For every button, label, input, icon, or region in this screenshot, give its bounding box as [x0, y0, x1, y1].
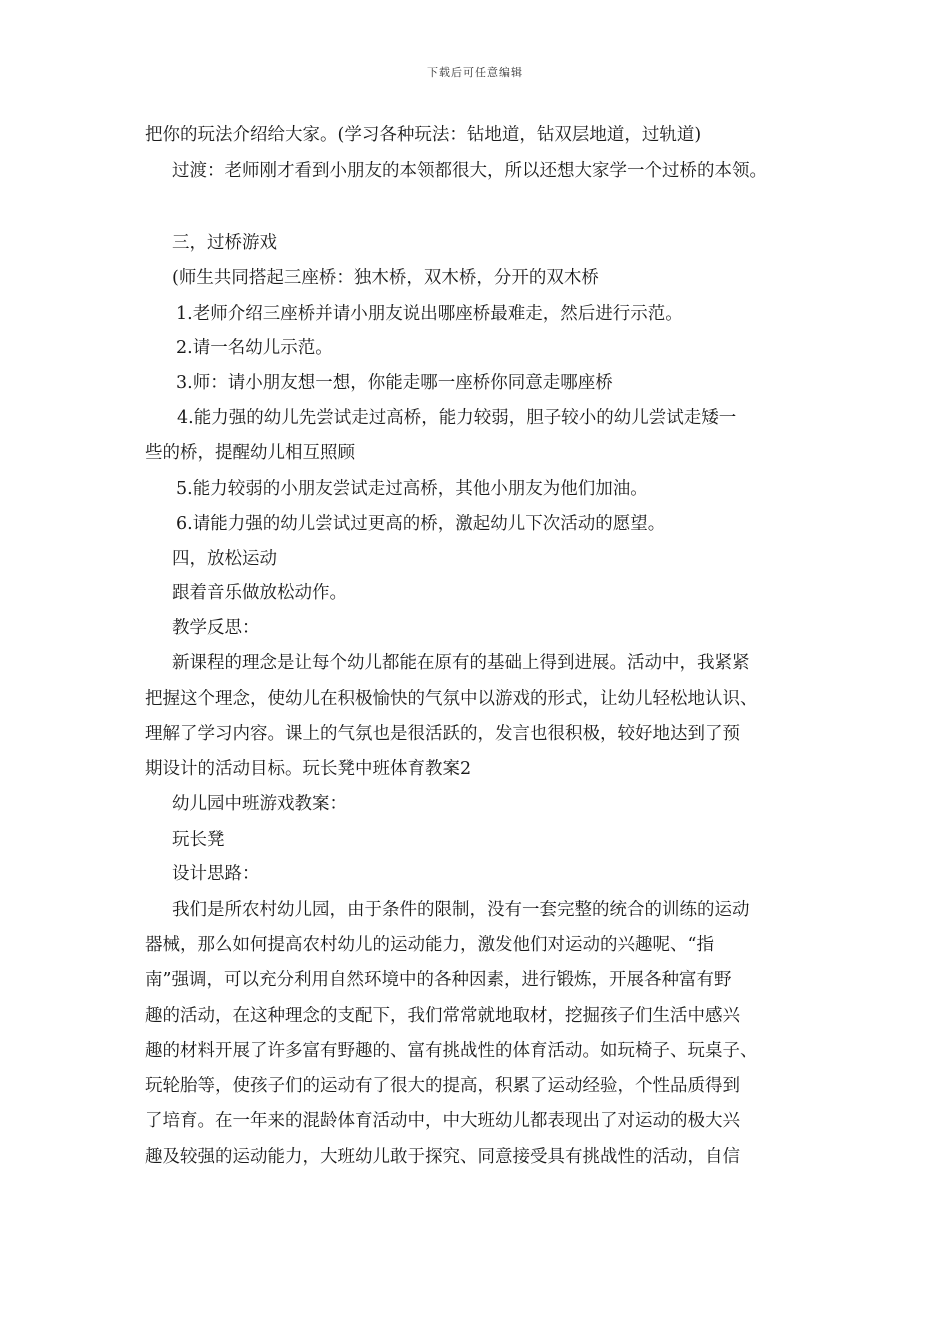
- text-line: 新课程的理念是让每个幼儿都能在原有的基础上得到进展。活动中，我紧紧: [172, 653, 750, 673]
- list-item: 2.请一名幼儿示范。: [176, 338, 333, 358]
- section-heading: 三，过桥游戏: [172, 233, 277, 253]
- section-heading: 教学反思：: [172, 618, 260, 638]
- section-heading: 四，放松运动: [172, 549, 277, 569]
- text-line: 跟着音乐做放松动作。: [172, 583, 347, 603]
- text-line: 过渡：老师刚才看到小朋友的本领都很大，所以还想大家学一个过桥的本领。: [172, 161, 767, 181]
- text-line: 些的桥，提醒幼儿相互照顾: [145, 443, 355, 463]
- list-item: 4.能力强的幼儿先尝试走过高桥，能力较弱，胆子较小的幼儿尝试走矮一: [177, 408, 737, 428]
- text-line: 南”强调，可以充分利用自然环境中的各种因素，进行锻炼，开展各种富有野: [145, 970, 732, 990]
- text-line: 幼儿园中班游戏教案：: [172, 794, 347, 814]
- page-header: 下载后可任意编辑: [427, 66, 523, 79]
- text-line: 把你的玩法介绍给大家。(学习各种玩法：钻地道，钻双层地道，过轨道): [145, 125, 702, 145]
- text-line: 趣及较强的运动能力，大班幼儿敢于探究、同意接受具有挑战性的活动，自信: [145, 1147, 740, 1167]
- section-heading: 设计思路：: [172, 864, 260, 884]
- text-line: 器械，那么如何提高农村幼儿的运动能力，激发他们对运动的兴趣呢、“指: [145, 935, 714, 955]
- list-item: 3.师：请小朋友想一想，你能走哪一座桥你同意走哪座桥: [176, 373, 613, 393]
- text-line: 我们是所农村幼儿园，由于条件的限制，没有一套完整的统合的训练的运动: [172, 900, 750, 920]
- text-line: 趣的材料开展了许多富有野趣的、富有挑战性的体育活动。如玩椅子、玩桌子、: [145, 1041, 758, 1061]
- text-line: 理解了学习内容。课上的气氛也是很活跃的，发言也很积极，较好地达到了预: [145, 724, 740, 744]
- text-line: 期设计的活动目标。玩长凳中班体育教案2: [145, 759, 472, 779]
- list-item: 6.请能力强的幼儿尝试过更高的桥，激起幼儿下次活动的愿望。: [176, 514, 666, 534]
- text-line: (师生共同搭起三座桥：独木桥，双木桥，分开的双木桥: [172, 268, 599, 288]
- text-line: 玩轮胎等，使孩子们的运动有了很大的提高，积累了运动经验，个性品质得到: [145, 1076, 740, 1096]
- list-item: 1.老师介绍三座桥并请小朋友说出哪座桥最难走，然后进行示范。: [176, 304, 683, 324]
- text-line: 了培育。在一年来的混龄体育活动中，中大班幼儿都表现出了对运动的极大兴: [145, 1111, 740, 1131]
- list-item: 5.能力较弱的小朋友尝试走过高桥，其他小朋友为他们加油。: [176, 479, 648, 499]
- text-line: 趣的活动，在这种理念的支配下，我们常常就地取材，挖掘孩子们生活中感兴: [145, 1006, 740, 1026]
- text-line: 把握这个理念，使幼儿在积极愉快的气氛中以游戏的形式，让幼儿轻松地认识、: [145, 689, 758, 709]
- text-line: 玩长凳: [172, 830, 225, 850]
